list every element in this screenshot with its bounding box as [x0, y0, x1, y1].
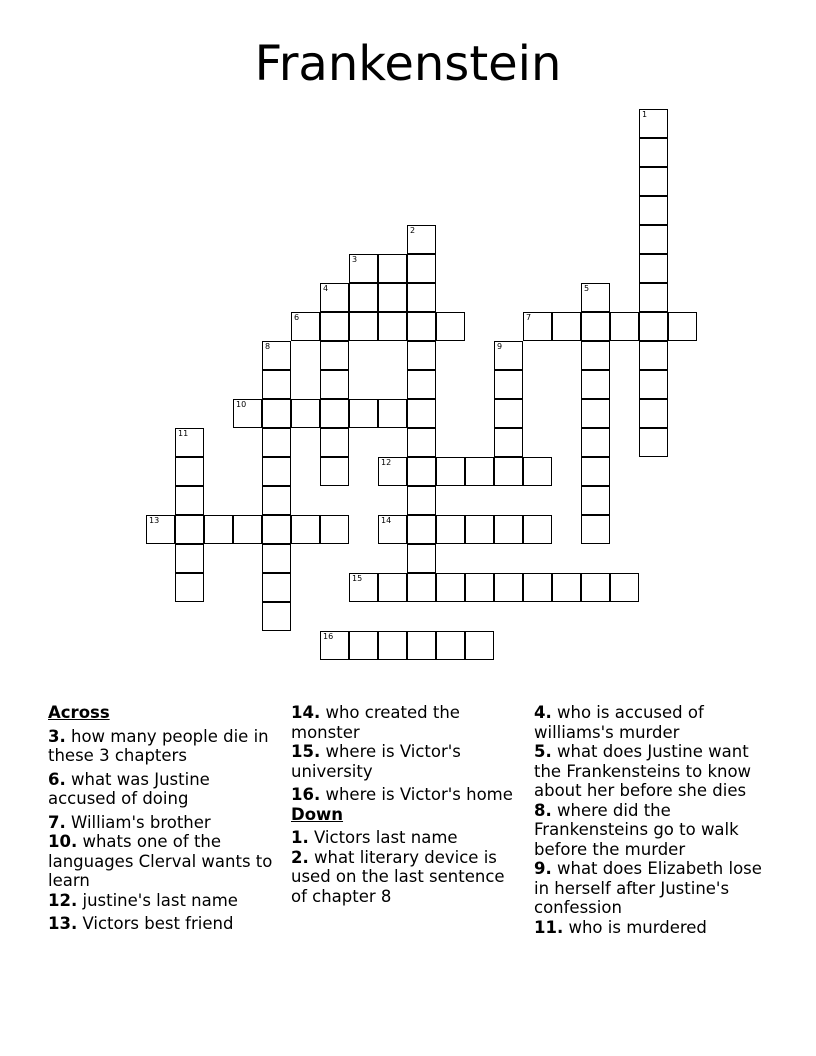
clue-text: what literary device is used on the last sentence of chapter 8: [291, 847, 505, 906]
clue-down-4: [534, 703, 774, 742]
clue-text: where is Victor's home: [320, 785, 513, 804]
clue-text: whats one of the languages Clerval wants to learn: [48, 832, 273, 890]
grid-cell[interactable]: [320, 428, 349, 457]
grid-cell[interactable]: [320, 399, 349, 428]
clue-number: 10.: [48, 832, 78, 851]
grid-cell[interactable]: [349, 399, 378, 428]
grid-cell[interactable]: [146, 515, 175, 544]
grid-cell[interactable]: [494, 515, 523, 544]
grid-cell[interactable]: [407, 631, 436, 660]
clue-column-2: [291, 703, 523, 906]
across-heading: Across: [48, 703, 110, 722]
grid-cell[interactable]: [639, 370, 668, 399]
grid-cell[interactable]: [175, 544, 204, 573]
grid-cell[interactable]: [407, 370, 436, 399]
grid-cell[interactable]: [407, 573, 436, 602]
grid-cell[interactable]: [523, 515, 552, 544]
grid-cell[interactable]: [639, 167, 668, 196]
grid-cell[interactable]: [465, 457, 494, 486]
grid-cell[interactable]: [291, 312, 320, 341]
grid-cell[interactable]: [349, 312, 378, 341]
grid-cell[interactable]: [639, 341, 668, 370]
grid-cell[interactable]: [262, 486, 291, 515]
clue-across-12: [48, 891, 280, 911]
grid-cell[interactable]: [436, 573, 465, 602]
grid-cell[interactable]: [233, 515, 262, 544]
grid-cell[interactable]: [407, 457, 436, 486]
grid-cell[interactable]: [639, 196, 668, 225]
cell-number: 16: [323, 632, 334, 641]
grid-cell[interactable]: [291, 515, 320, 544]
grid-cell[interactable]: [378, 254, 407, 283]
grid-cell[interactable]: [494, 573, 523, 602]
cell-number: 6: [294, 313, 300, 322]
grid-cell[interactable]: [581, 312, 610, 341]
cell-number: 14: [381, 516, 392, 525]
grid-cell[interactable]: [175, 428, 204, 457]
cell-number: 5: [584, 284, 590, 293]
grid-cell[interactable]: [407, 428, 436, 457]
grid-cell[interactable]: [552, 312, 581, 341]
grid-cell[interactable]: [320, 370, 349, 399]
grid-cell[interactable]: [639, 138, 668, 167]
clue-down-1: [291, 828, 523, 848]
grid-cell[interactable]: [639, 225, 668, 254]
grid-cell[interactable]: [320, 631, 349, 660]
clue-number: 8.: [534, 800, 552, 820]
grid-cell[interactable]: [378, 515, 407, 544]
clue-number: 9.: [534, 859, 552, 878]
cell-number: 11: [178, 429, 189, 438]
grid-cell[interactable]: [581, 428, 610, 457]
clue-across-6: [48, 770, 280, 809]
clue-across-13: [48, 914, 280, 934]
grid-cell[interactable]: [668, 312, 697, 341]
grid-cell[interactable]: [552, 573, 581, 602]
clue-number: 7.: [48, 812, 66, 832]
grid-cell[interactable]: [378, 399, 407, 428]
cell-number: 9: [497, 342, 503, 351]
grid-cell[interactable]: [262, 399, 291, 428]
clue-text: justine's last name: [77, 890, 238, 910]
grid-cell[interactable]: [320, 515, 349, 544]
grid-cell[interactable]: [378, 457, 407, 486]
grid-cell[interactable]: [639, 312, 668, 341]
grid-cell[interactable]: [523, 312, 552, 341]
grid-cell[interactable]: [639, 254, 668, 283]
grid-cell[interactable]: [349, 631, 378, 660]
grid-cell[interactable]: [233, 399, 262, 428]
grid-cell[interactable]: [639, 428, 668, 457]
grid-cell[interactable]: [465, 515, 494, 544]
clue-number: 5.: [534, 742, 552, 761]
clue-number: 11.: [534, 917, 564, 937]
grid-cell[interactable]: [639, 283, 668, 312]
grid-cell[interactable]: [262, 370, 291, 399]
grid-cell[interactable]: [610, 312, 639, 341]
clue-column-1: [48, 703, 280, 934]
clue-number: 14.: [291, 703, 321, 722]
grid-cell[interactable]: [378, 283, 407, 312]
grid-cell[interactable]: [349, 254, 378, 283]
grid-cell[interactable]: [436, 312, 465, 341]
grid-cell[interactable]: [494, 341, 523, 370]
cell-number: 13: [149, 516, 160, 525]
grid-cell[interactable]: [407, 515, 436, 544]
grid-cell[interactable]: [523, 573, 552, 602]
grid-cell[interactable]: [262, 428, 291, 457]
cell-number: 4: [323, 284, 329, 293]
grid-cell[interactable]: [407, 544, 436, 573]
clue-number: 6.: [48, 769, 66, 789]
clue-text: who created the monster: [291, 703, 460, 742]
clue-text: what does Justine want the Frankensteins to know about her before she dies: [534, 742, 752, 800]
clue-across-14: [291, 703, 523, 742]
clue-number: 1.: [291, 828, 309, 847]
grid-cell[interactable]: [407, 341, 436, 370]
clue-across-15: [291, 742, 523, 781]
grid-cell[interactable]: [262, 573, 291, 602]
grid-cell[interactable]: [639, 109, 668, 138]
clue-text: what was Justine accused of doing: [48, 769, 210, 808]
grid-cell[interactable]: [262, 341, 291, 370]
clue-number: 4.: [534, 703, 552, 722]
grid-cell[interactable]: [581, 370, 610, 399]
grid-cell[interactable]: [320, 341, 349, 370]
clue-text: Victors last name: [308, 828, 458, 847]
clue-text: what does Elizabeth lose in herself after Justine's confession: [534, 859, 762, 917]
grid-cell[interactable]: [175, 515, 204, 544]
grid-cell[interactable]: [262, 602, 291, 631]
grid-cell[interactable]: [291, 399, 320, 428]
grid-cell[interactable]: [407, 399, 436, 428]
clue-text: where did the Frankensteins go to walk before the murder: [534, 800, 739, 859]
clue-down-2: [291, 848, 523, 907]
clue-across-16: [291, 785, 523, 805]
grid-cell[interactable]: [581, 573, 610, 602]
grid-cell[interactable]: [610, 573, 639, 602]
grid-cell[interactable]: [320, 457, 349, 486]
clue-text: who is accused of williams's murder: [534, 703, 704, 742]
grid-cell[interactable]: [494, 457, 523, 486]
grid-cell[interactable]: [378, 631, 407, 660]
clue-number: 12.: [48, 890, 78, 910]
grid-cell[interactable]: [262, 544, 291, 573]
grid-cell[interactable]: [494, 399, 523, 428]
grid-cell[interactable]: [436, 631, 465, 660]
grid-cell[interactable]: [639, 399, 668, 428]
grid-cell[interactable]: [175, 486, 204, 515]
grid-cell[interactable]: [407, 486, 436, 515]
clue-down-11: [534, 918, 774, 938]
grid-cell[interactable]: [175, 573, 204, 602]
grid-cell[interactable]: [494, 428, 523, 457]
clue-number: 15.: [291, 742, 321, 761]
grid-cell[interactable]: [407, 254, 436, 283]
clue-down-5: [534, 742, 774, 801]
grid-cell[interactable]: [581, 457, 610, 486]
clue-number: 16.: [291, 785, 321, 804]
grid-cell[interactable]: [262, 457, 291, 486]
clue-down-8: [534, 801, 774, 860]
puzzle-title: Frankenstein: [254, 36, 562, 92]
clue-down-9: [534, 859, 774, 918]
grid-cell[interactable]: [204, 515, 233, 544]
grid-cell[interactable]: [581, 515, 610, 544]
clue-across-3: [48, 727, 280, 766]
clue-column-3: [534, 703, 774, 937]
clue-across-7: [48, 813, 280, 833]
clue-number: 13.: [48, 914, 78, 933]
grid-cell[interactable]: [436, 515, 465, 544]
clue-number: 3.: [48, 726, 66, 746]
down-heading: Down: [291, 804, 344, 824]
grid-cell[interactable]: [378, 573, 407, 602]
clue-text: where is Victor's university: [291, 742, 461, 781]
cell-number: 3: [352, 255, 358, 264]
grid-cell[interactable]: [465, 631, 494, 660]
grid-cell[interactable]: [494, 370, 523, 399]
grid-cell[interactable]: [320, 283, 349, 312]
grid-cell[interactable]: [436, 457, 465, 486]
grid-cell[interactable]: [581, 486, 610, 515]
cell-number: 10: [236, 400, 247, 409]
clue-text: how many people die in these 3 chapters: [48, 726, 269, 765]
clue-text: William's brother: [65, 812, 211, 832]
grid-cell[interactable]: [175, 457, 204, 486]
grid-cell[interactable]: [465, 573, 494, 602]
grid-cell[interactable]: [262, 515, 291, 544]
grid-cell[interactable]: [523, 457, 552, 486]
clue-across-10: [48, 832, 280, 891]
grid-cell[interactable]: [581, 341, 610, 370]
cell-number: 7: [526, 313, 532, 322]
cell-number: 12: [381, 458, 392, 467]
grid-cell[interactable]: [320, 312, 349, 341]
grid-cell[interactable]: [349, 573, 378, 602]
grid-cell[interactable]: [407, 225, 436, 254]
clue-text: who is murdered: [563, 917, 707, 937]
clue-text: Victors best friend: [77, 914, 234, 933]
cell-number: 8: [265, 342, 271, 351]
clue-number: 2.: [291, 847, 309, 867]
cell-number: 1: [642, 110, 648, 119]
grid-cell[interactable]: [407, 283, 436, 312]
cell-number: 2: [410, 226, 416, 235]
grid-cell[interactable]: [407, 312, 436, 341]
cell-number: 15: [352, 574, 363, 583]
grid-cell[interactable]: [349, 283, 378, 312]
grid-cell[interactable]: [581, 399, 610, 428]
grid-cell[interactable]: [581, 283, 610, 312]
grid-cell[interactable]: [378, 312, 407, 341]
